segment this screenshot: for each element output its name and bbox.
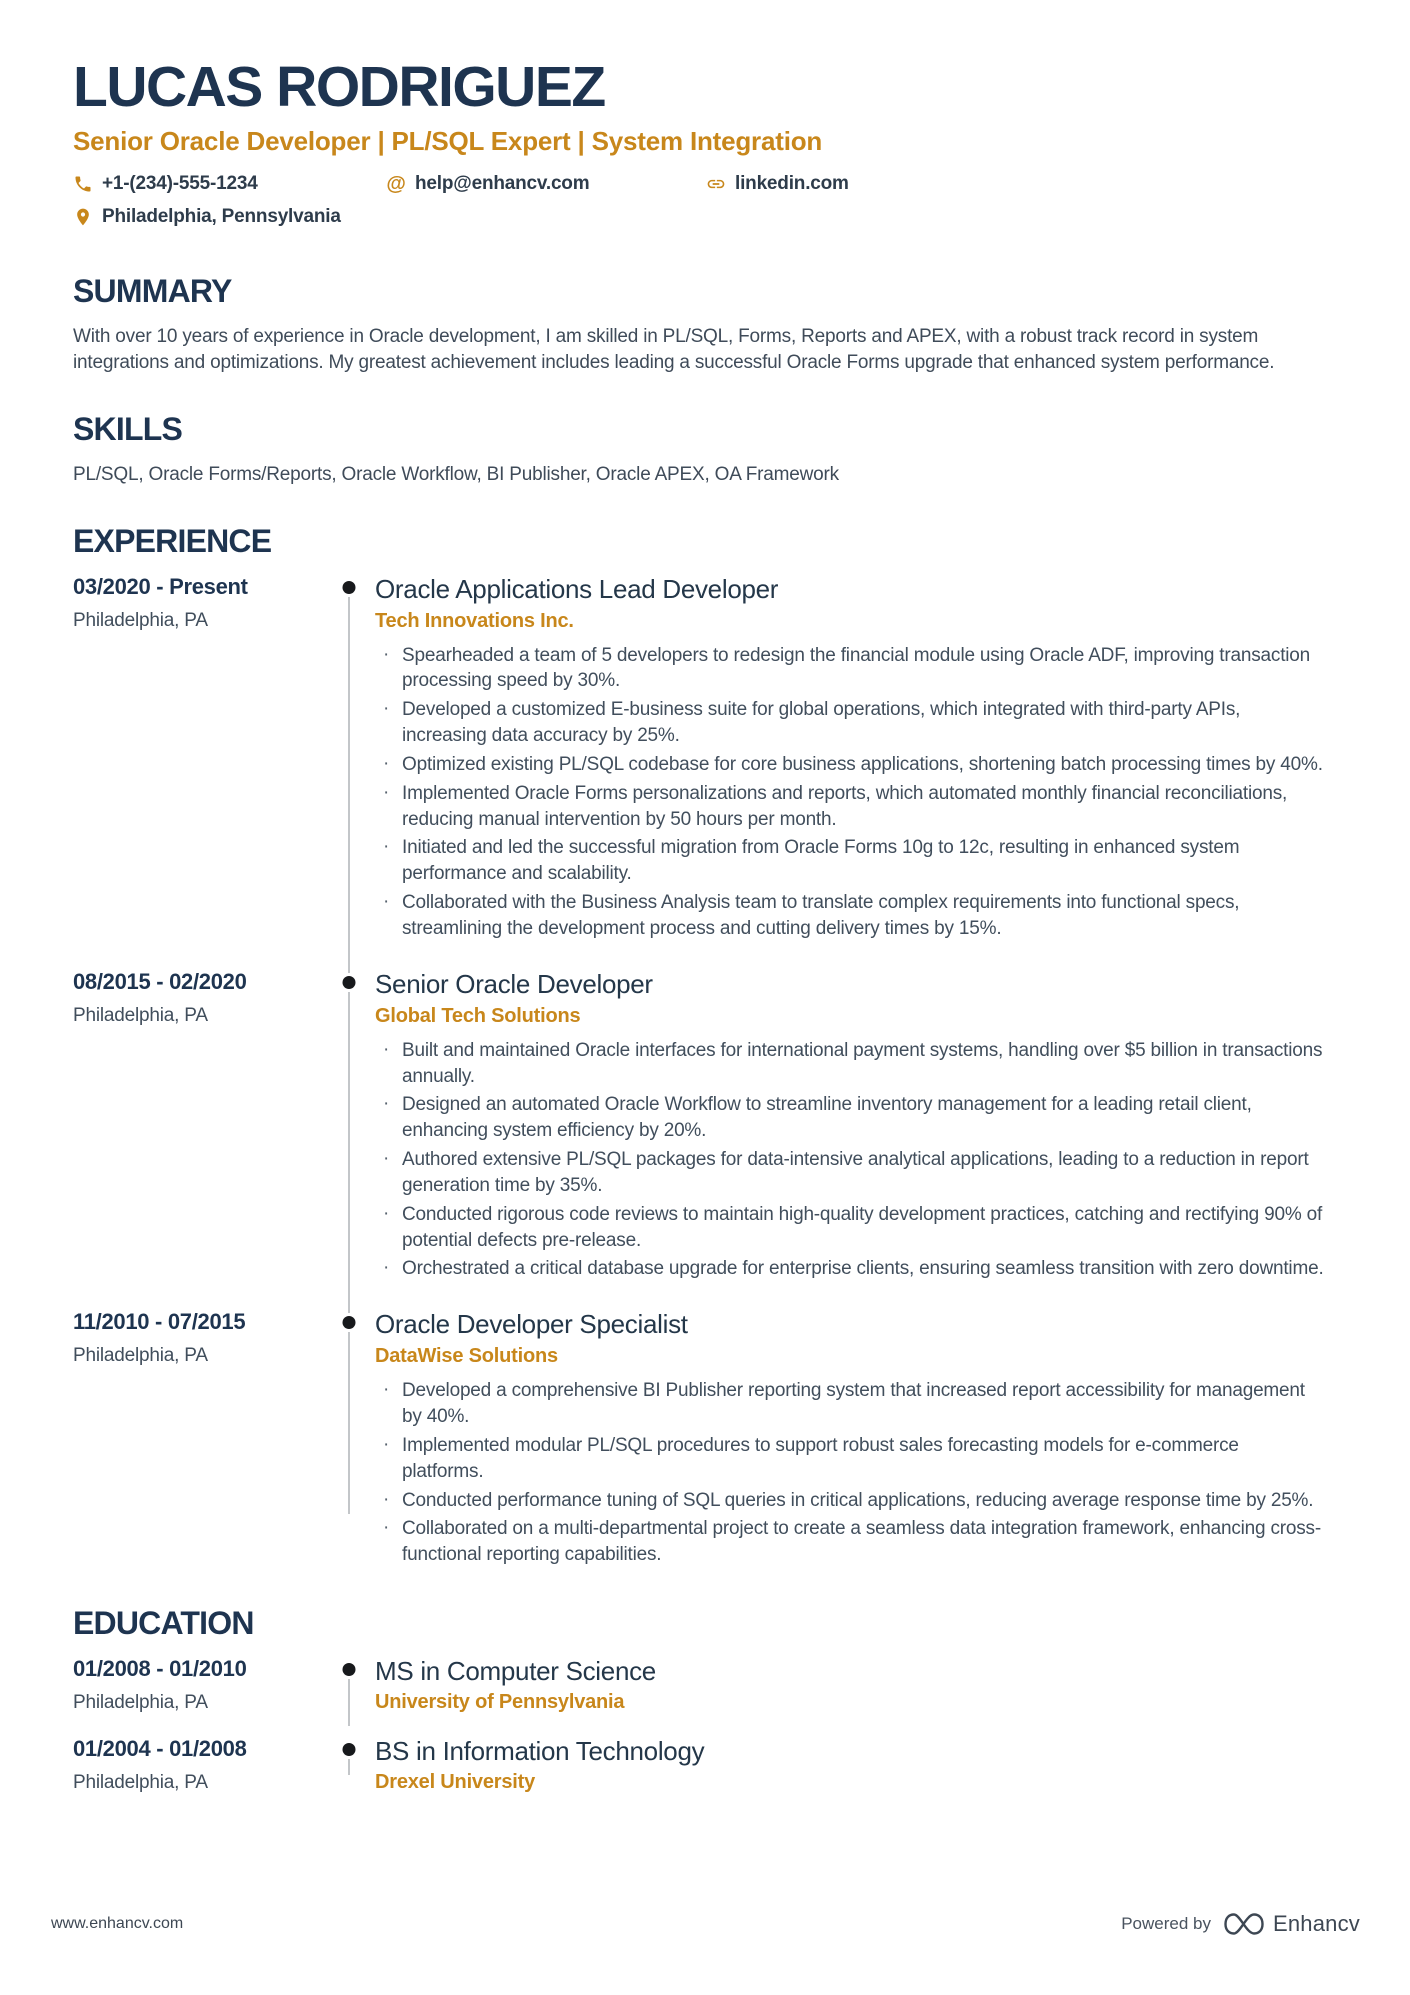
job-location: Philadelphia, PA (73, 609, 208, 631)
degree-title: BS in Information Technology (375, 1735, 705, 1766)
timeline-line (348, 597, 350, 973)
job-bullet: · Built and maintained Oracle interfaces for international payment systems, handling over $5 billion in transactions annually. (375, 1038, 1325, 1090)
contact-phone (73, 173, 386, 195)
contact-email-value[interactable]: help@enhancv.com (415, 172, 590, 194)
timeline-dot (343, 581, 356, 594)
timeline (323, 1309, 375, 1571)
education-meta (73, 1656, 323, 1714)
job-content (375, 574, 1325, 945)
timeline-dot (343, 1743, 356, 1756)
education-content (375, 1736, 1325, 1794)
school-name: University of Pennsylvania (375, 1690, 625, 1713)
timeline-line (348, 992, 350, 1313)
job-bullet: · Implemented modular PL/SQL procedures to support robust sales forecasting models for e-commerce platforms. (375, 1433, 1325, 1485)
contact-linkedin[interactable] (706, 173, 849, 195)
page-footer (51, 1911, 1360, 1937)
contact-info (73, 173, 1337, 239)
footer-branding (1121, 1911, 1360, 1937)
job-meta (73, 969, 323, 1285)
phone-icon (73, 174, 93, 194)
job-location: Philadelphia, PA (73, 1345, 208, 1367)
job-location: Philadelphia, PA (73, 1004, 208, 1026)
timeline-line (348, 1759, 350, 1775)
contact-linkedin-value[interactable]: linkedin.com (735, 172, 849, 194)
enhancv-logo[interactable] (1223, 1911, 1360, 1937)
experience-entry (73, 1309, 1337, 1571)
job-bullets (375, 1038, 1325, 1282)
timeline-dot (343, 1316, 356, 1329)
contact-location (73, 206, 1337, 228)
timeline-line (348, 1679, 350, 1726)
timeline-dot (343, 976, 356, 989)
job-dates: 11/2010 - 07/2015 (73, 1309, 246, 1335)
job-dates: 08/2015 - 02/2020 (73, 968, 247, 994)
job-dates: 03/2020 - Present (73, 573, 248, 599)
timeline (323, 1736, 375, 1794)
candidate-headline: Senior Oracle Developer | PL/SQL Expert | System Integration (73, 125, 823, 156)
education-heading: EDUCATION (73, 1604, 254, 1641)
job-bullet: · Collaborated on a multi-departmental project to create a seamless data integration framework, enhancing cross-functional reporting capabilities. (375, 1516, 1325, 1568)
powered-by-label: Powered by (1121, 1914, 1211, 1933)
contact-email[interactable] (386, 173, 706, 195)
section-education (73, 1605, 1337, 1794)
skills-text: PL/SQL, Oracle Forms/Reports, Oracle Workflow, BI Publisher, Oracle APEX, OA Framework (73, 464, 839, 486)
location-pin-icon (73, 207, 93, 227)
education-dates: 01/2004 - 01/2008 (73, 1735, 247, 1761)
at-icon: @ (386, 172, 406, 195)
section-experience (73, 523, 1337, 1571)
job-meta (73, 574, 323, 945)
candidate-name: LUCAS RODRIGUEZ (73, 55, 605, 119)
enhancv-wordmark: Enhancv (1272, 1911, 1360, 1936)
job-content (375, 969, 1325, 1285)
timeline-line (348, 1332, 350, 1514)
job-meta (73, 1309, 323, 1571)
job-company: Tech Innovations Inc. (375, 609, 574, 632)
job-bullet: · Conducted rigorous code reviews to maintain high-quality development practices, catching and rectifying 90% of potential defects pre-release. (375, 1202, 1325, 1254)
footer-site-link[interactable]: www.enhancv.com (51, 1915, 184, 1932)
contact-location-value: Philadelphia, Pennsylvania (102, 205, 341, 227)
timeline (323, 574, 375, 945)
degree-title: MS in Computer Science (375, 1655, 656, 1686)
job-bullet: · Conducted performance tuning of SQL queries in critical applications, reducing average response time by 25%. (375, 1488, 1325, 1514)
skills-heading: SKILLS (73, 411, 182, 448)
job-bullets (375, 643, 1325, 942)
contact-phone-value: +1-(234)-555-1234 (102, 172, 258, 194)
job-bullet: · Authored extensive PL/SQL packages for data-intensive analytical applications, leading to a reduction in report generation time by 35%. (375, 1147, 1325, 1199)
timeline (323, 1656, 375, 1714)
job-title: Oracle Applications Lead Developer (375, 573, 779, 604)
summary-text: With over 10 years of experience in Oracle development, I am skilled in PL/SQL, Forms, Reports and APEX, with a robust track record in system integrations and optimizations. My greatest achievement includes leading a successful Oracle Forms upgrade that enhanced system performance. (73, 325, 1275, 374)
timeline (323, 969, 375, 1285)
education-entry (73, 1656, 1337, 1714)
experience-heading: EXPERIENCE (73, 522, 272, 559)
job-content (375, 1309, 1325, 1571)
experience-entry (73, 969, 1337, 1285)
education-location: Philadelphia, PA (73, 1771, 208, 1793)
school-name: Drexel University (375, 1770, 536, 1793)
job-bullets (375, 1378, 1325, 1568)
enhancv-infinity-icon (1223, 1911, 1265, 1937)
job-bullet: · Optimized existing PL/SQL codebase for core business applications, shortening batch processing times by 40%. (375, 752, 1325, 778)
job-bullet: · Collaborated with the Business Analysis team to translate complex requirements into functional specs, streamlining the development process and cutting delivery times by 15%. (375, 890, 1325, 942)
job-company: DataWise Solutions (375, 1345, 558, 1368)
job-bullet: · Initiated and led the successful migration from Oracle Forms 10g to 12c, resulting in enhanced system performance and scalability. (375, 835, 1325, 887)
section-summary (73, 273, 1337, 377)
job-bullet: · Developed a customized E-business suite for global operations, which integrated with third-party APIs, increasing data accuracy by 25%. (375, 697, 1325, 749)
education-entry (73, 1736, 1337, 1794)
education-dates: 01/2008 - 01/2010 (73, 1655, 247, 1681)
education-meta (73, 1736, 323, 1794)
section-skills (73, 411, 1337, 489)
education-content (375, 1656, 1325, 1714)
job-bullet: · Implemented Oracle Forms personalizations and reports, which automated monthly financial reconciliations, reducing manual intervention by 50 hours per month. (375, 781, 1325, 833)
link-icon (706, 174, 726, 194)
job-bullet: · Designed an automated Oracle Workflow to streamline inventory management for a leading retail client, enhancing system efficiency by 20%. (375, 1092, 1325, 1144)
timeline-dot (343, 1663, 356, 1676)
experience-entry (73, 574, 1337, 945)
job-bullet: · Spearheaded a team of 5 developers to redesign the financial module using Oracle ADF, improving transaction processing speed by 30%. (375, 643, 1325, 695)
job-bullet: · Orchestrated a critical database upgrade for enterprise clients, ensuring seamless transition with zero downtime. (375, 1256, 1325, 1282)
job-company: Global Tech Solutions (375, 1004, 581, 1027)
resume-header (73, 55, 1337, 239)
job-bullet: · Developed a comprehensive BI Publisher reporting system that increased report accessibility for management by 40%. (375, 1378, 1325, 1430)
summary-heading: SUMMARY (73, 272, 232, 309)
education-location: Philadelphia, PA (73, 1691, 208, 1713)
job-title: Senior Oracle Developer (375, 968, 653, 999)
job-title: Oracle Developer Specialist (375, 1309, 688, 1340)
